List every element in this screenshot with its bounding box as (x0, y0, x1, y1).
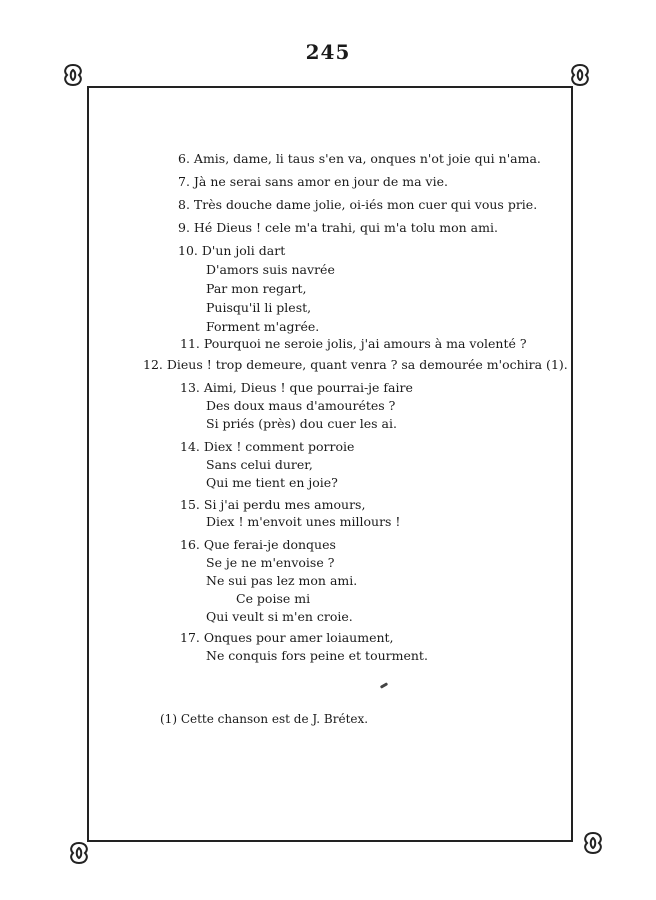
verse-6 (178, 151, 541, 167)
verse-9 (178, 220, 498, 236)
verse-line: Sans celui durer, (206, 457, 313, 472)
verse-line: Que ferai-je donques (203, 537, 336, 552)
verse-line: Qui veult si m'en croie. (206, 609, 353, 624)
verse-line: Aimi, Dieus ! que pourrai-je faire (203, 380, 413, 395)
verse-7 (178, 174, 448, 190)
verse-number: 8. (178, 197, 190, 212)
verse-line: D'amors suis navrée (206, 262, 335, 277)
verse-number: 11. (180, 336, 200, 351)
verse-number: 15. (180, 497, 200, 512)
verse-line: Si priés (près) dou cuer les ai. (206, 416, 397, 431)
page-number: 245 (305, 40, 351, 64)
verse-8 (178, 197, 537, 213)
verse-10 (178, 243, 285, 259)
verse-line: Ce poise mi (236, 591, 311, 606)
verse-line: D'un joli dart (201, 243, 286, 258)
verse-line: Par mon regart, (206, 281, 307, 296)
verse-11 (180, 336, 527, 352)
verse-line: Onques pour amer loiaument, (203, 630, 394, 645)
verse-line: Pourquoi ne seroie jolis, j'ai amours à ma volenté ? (203, 336, 527, 351)
verse-number: 17. (180, 630, 200, 645)
verse-number: 14. (180, 439, 200, 454)
verse-line: Se je ne m'envoise ? (206, 555, 335, 570)
verse-line: Puisqu'il li plest, (206, 300, 312, 315)
verse-line: Ne conquis fors peine et tourment. (206, 648, 428, 663)
corner-ornament-icon (60, 62, 86, 88)
verse-number: 10. (178, 243, 198, 258)
verse-13 (180, 380, 413, 396)
verse-line: Ne sui pas lez mon ami. (206, 573, 358, 588)
verse-number: 7. (178, 174, 190, 189)
verse-15 (180, 497, 365, 513)
verse-number: 13. (180, 380, 200, 395)
verse-number: 16. (180, 537, 200, 552)
verse-number: 6. (178, 151, 190, 166)
verse-line: Très douche dame jolie, oi-iés mon cuer qui vous prie. (193, 197, 538, 212)
verse-12 (143, 357, 568, 373)
verse-line: Diex ! comment porroie (203, 439, 355, 454)
corner-ornament-icon (66, 840, 92, 866)
verse-line: Dieus ! trop demeure, quant venra ? sa demourée m'ochira (1). (166, 357, 568, 372)
verse-line: Si j'ai perdu mes amours, (203, 497, 366, 512)
verse-14 (180, 439, 354, 455)
verse-number: 9. (178, 220, 190, 235)
corner-ornament-icon (567, 62, 593, 88)
verse-line: Qui me tient en joie? (206, 475, 338, 490)
verse-line: Diex ! m'envoit unes millours ! (206, 514, 401, 529)
verse-number: 12. (143, 357, 163, 372)
verse-line: Jà ne serai sans amor en jour de ma vie. (193, 174, 448, 189)
corner-ornament-icon (580, 830, 606, 856)
footnote: (1) Cette chanson est de J. Brétex. (160, 712, 369, 726)
verse-line: Hé Dieus ! cele m'a trahi, qui m'a tolu mon ami. (193, 220, 498, 235)
verse-line: Des doux maus d'amourétes ? (206, 398, 396, 413)
verse-line: Forment m'agrée. (206, 319, 320, 334)
verse-line: Amis, dame, li taus s'en va, onques n'ot joie qui n'ama. (193, 151, 541, 166)
verse-16 (180, 537, 336, 553)
verse-17 (180, 630, 394, 646)
